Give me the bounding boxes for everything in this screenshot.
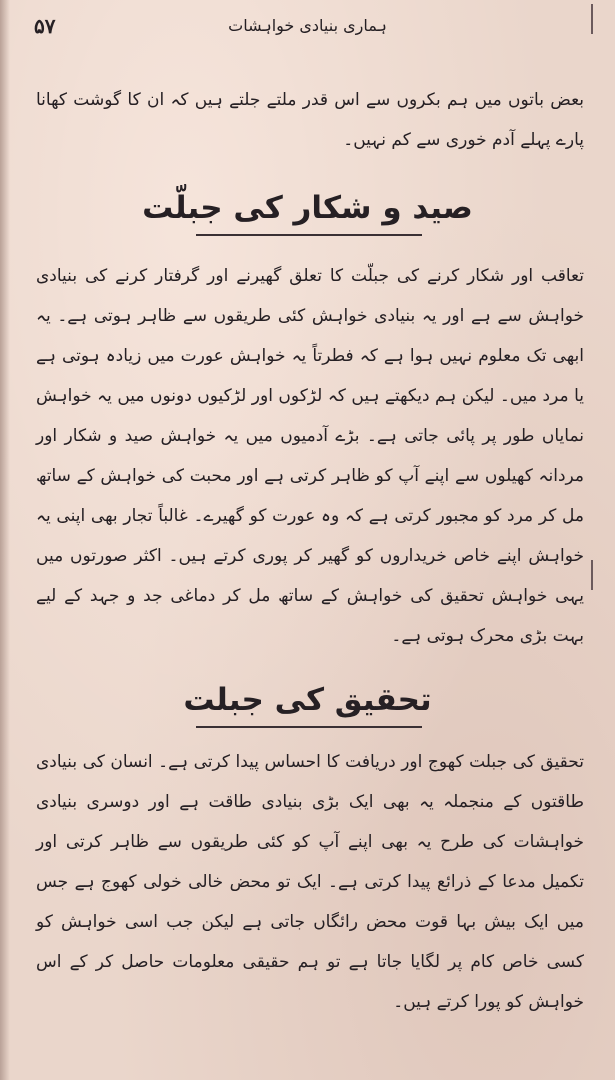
section-heading-inquiry: تحقیق کی جبلت bbox=[183, 682, 432, 718]
running-header: ہماری بنیادی خواہشات bbox=[228, 16, 387, 35]
paragraph-opening: بعض باتوں میں ہم بکروں سے اس قدر ملتے جلتے ہیں کہ ان کا گوشت کھانا پارے پہلے آدم خوری سے کم نہیں۔ bbox=[36, 90, 584, 150]
heading-underline bbox=[196, 234, 422, 236]
page-edge-mark bbox=[585, 560, 593, 590]
page-binding-shadow bbox=[0, 0, 10, 1080]
page-number: ۵۷ bbox=[34, 14, 56, 38]
paragraph-hunting: تعاقب اور شکار کرنے کی جبلّت کا تعلق گھیرنے اور گرفتار کرنے کی بنیادی خواہش سے ہے اور یہ بنیادی خواہش کئی طریقوں سے ظاہر ہوتی ہے۔ یہ ابھی تک معلوم نہیں ہوا ہے کہ فطرتاً یہ خواہش عورت میں زیادہ ہوتی ہے یا مرد میں۔ لیکن ہم دیکھتے ہیں کہ لڑکوں اور لڑکیوں دونوں میں یہ خواہش نمایاں طور پر پائی جاتی ہے۔ بڑے آدمیوں میں یہ خواہش صید و شکار اور مردانہ کھیلوں سے اپنے آپ کو ظاہر کرتی ہے اور محبت کی خواہش کے ساتھ مل کر مرد کو مجبور کرتی ہے کہ وہ عورت کو گھیرے۔ غالباً تجار بھی اپنی یہ خواہش اپنے خاص خریداروں کو گھیر کر پوری کرتے ہیں۔ اکثر صورتوں میں یہی خواہش تحقیق کی خواہش کے ساتھ مل کر دماغی جد و جہد کے لیے بہت بڑی محرک ہوتی ہے۔ bbox=[36, 266, 584, 646]
heading-underline bbox=[196, 726, 422, 728]
section-heading-hunting: صید و شکار کی جبلّت bbox=[142, 190, 473, 226]
paragraph-inquiry: تحقیق کی جبلت کھوج اور دریافت کا احساس پیدا کرتی ہے۔ انسان کی بنیادی طاقتوں کے منجملہ یہ بھی ایک بڑی بنیادی طاقت ہے اور دوسری بنیادی خواہشات کی طرح یہ بھی اپنے آپ کو کئی طریقوں سے ظاہر کرتی اور تکمیل مدعا کے ذرائع پیدا کرتی ہے۔ ایک تو محض خالی خولی کھوج ہے جس میں ایک بیش بہا قوت محض رائگاں جاتی ہے لیکن جب اسی خواہش کو کسی خاص کام پر لگایا جاتا ہے تو ہم حقیقی معلومات حاصل کر کے اس خواہش کو پورا کرتے ہیں۔ bbox=[36, 752, 584, 1012]
